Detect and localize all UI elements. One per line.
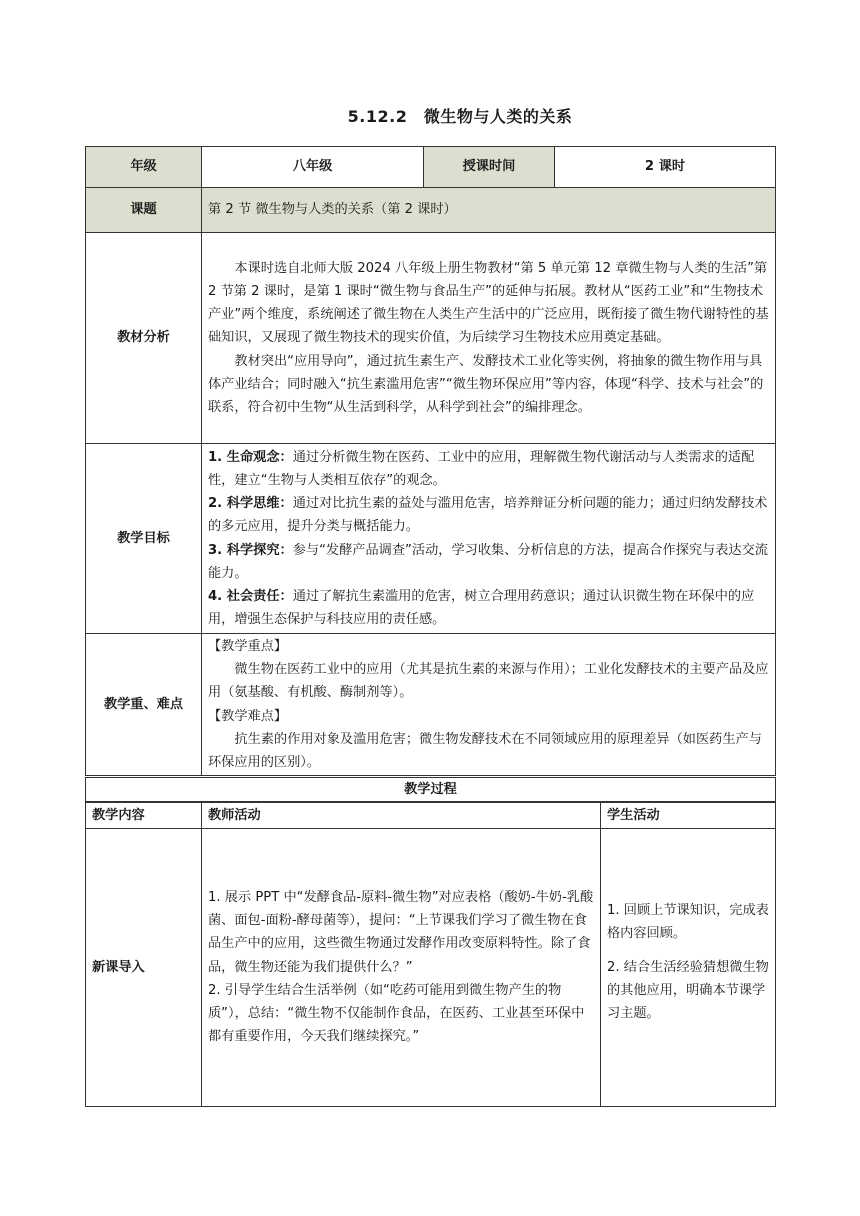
goal-text: 参与“发酵产品调查”活动，学习收集、分析信息的方法，提高合作探究与表达交流能力。 xyxy=(208,542,768,581)
col-student-header: 学生活动 xyxy=(601,802,776,828)
grade-value: 八年级 xyxy=(202,147,424,188)
goal-head: 1. 生命观念： xyxy=(208,449,293,465)
teacher-activity xyxy=(202,828,601,1106)
student-step: 1. 回顾上节课知识，完成表格内容回顾。 xyxy=(607,903,769,942)
lesson-plan-table xyxy=(85,146,776,1107)
process-header-row xyxy=(86,802,776,828)
keypoints-label: 教学重、难点 xyxy=(86,634,202,777)
topic-label: 课题 xyxy=(86,188,202,233)
col-content-header: 教学内容 xyxy=(86,802,202,828)
goal-head: 2. 科学思维： xyxy=(208,496,293,512)
goal-text: 通过分析微生物在医药、工业中的应用，理解微生物代谢活动与人类需求的适配性，建立“生物与人类相互依存”的观念。 xyxy=(208,449,755,488)
goal-item xyxy=(208,539,769,585)
analysis-paragraph: 教材突出“应用导向”，通过抗生素生产、发酵技术工业化等实例，将抽象的微生物作用与具体产业结合；同时融入“抗生素滥用危害”“微生物环保应用”等内容，体现“科学、技术与社会”的联系，符合初中生物“从生活到科学，从科学到社会”的编排理念。 xyxy=(208,353,764,415)
goal-item xyxy=(208,492,769,538)
goal-item xyxy=(208,585,769,631)
goals-content xyxy=(202,444,776,634)
keypoints-row xyxy=(86,634,776,777)
col-teacher-header: 教师活动 xyxy=(202,802,601,828)
difficulty-head: 【教学难点】 xyxy=(208,708,288,724)
time-value: 2 课时 xyxy=(555,147,776,188)
process-content: 新课导入 xyxy=(86,828,202,1106)
teacher-step: 1. 展示 PPT 中“发酵食品-原料-微生物”对应表格（酸奶-牛奶-乳酸菌、面包-面粉-酵母菌等），提问：“上节课我们学习了微生物在食品生产中的应用，这些微生物通过发酵作用改变原料特性。除了食品，微生物还能为我们提供什么？” xyxy=(208,889,594,975)
goals-label: 教学目标 xyxy=(86,444,202,634)
student-step: 2. 结合生活经验猜想微生物的其他应用，明确本节课学习主题。 xyxy=(607,959,769,1021)
teacher-step: 2. 引导学生结合生活举例（如“吃药可能用到微生物产生的物质”），总结：“微生物不仅能制作食品，在医药、工业甚至环保中都有重要作用，今天我们继续探究。” xyxy=(208,982,585,1045)
analysis-paragraph: 本课时选自北师大版 2024 八年级上册生物教材“第 5 单元第 12 章微生物与人类的生活”第 2 节第 2 课时，是第 1 课时“微生物与食品生产”的延伸与拓展。教材从“医药工业”和“生物技术产业”两个维度，系统阐述了微生物在人类生产生活中的广泛应用，既衔接了微生物代谢特性的基础知识，又展现了微生物技术的现实价值，为后续学习生物技术应用奠定基础。 xyxy=(208,260,769,346)
grade-label: 年级 xyxy=(86,147,202,188)
goal-text: 通过了解抗生素滥用的危害，树立合理用药意识；通过认识微生物在环保中的应用，增强生态保护与科技应用的责任感。 xyxy=(208,588,755,628)
goal-text: 通过对比抗生素的益处与滥用危害，培养辩证分析问题的能力；通过归纳发酵技术的多元应用，提升分类与概括能力。 xyxy=(208,496,768,535)
topic-value: 第 2 节 微生物与人类的关系（第 2 课时） xyxy=(202,188,776,233)
topic-row xyxy=(86,188,776,233)
analysis-label: 教材分析 xyxy=(86,233,202,444)
focus-text: 微生物在医药工业中的应用（尤其是抗生素的来源与作用）；工业化发酵技术的主要产品及应用（氨基酸、有机酸、酶制剂等）。 xyxy=(208,662,769,701)
goal-head: 4. 社会责任： xyxy=(208,588,293,604)
process-row xyxy=(86,828,776,1106)
goal-item xyxy=(208,446,769,492)
document-title: 5.12.2 微生物与人类的关系 xyxy=(347,107,573,126)
analysis-content xyxy=(202,233,776,444)
goal-head: 3. 科学探究： xyxy=(208,542,293,558)
analysis-row xyxy=(86,233,776,444)
time-label: 授课时间 xyxy=(424,147,555,188)
process-title: 教学过程 xyxy=(86,777,776,803)
header-row xyxy=(86,147,776,188)
difficulty-text: 抗生素的作用对象及滥用危害；微生物发酵技术在不同领域应用的原理差异（如医药生产与环保应用的区别）。 xyxy=(208,731,762,770)
process-title-row xyxy=(86,777,776,803)
focus-head: 【教学重点】 xyxy=(208,638,288,654)
goals-row xyxy=(86,444,776,634)
student-activity xyxy=(601,828,776,1106)
keypoints-content xyxy=(202,634,776,777)
